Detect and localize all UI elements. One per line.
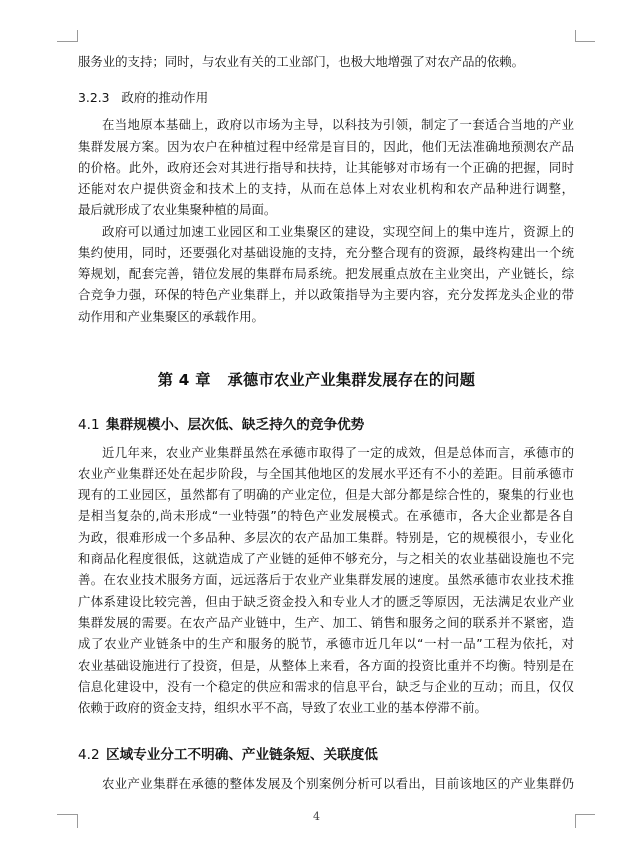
chapter-label: 第 4 章 xyxy=(157,371,211,389)
paragraph-line: 集约使用，同时，还要强化对基础设施的支持，充分整合现有的资源，最终构建出一个统 xyxy=(78,245,574,260)
page-number: 4 xyxy=(313,810,320,823)
paragraph-line: 合竞争力强，环保的特色产业集群上，并以政策指导为主要内容，充分发挥龙头企业的带 xyxy=(78,287,574,302)
paragraph-line: 集群发展方案。因为农户在种植过程中经常是盲目的，因此，他们无法准确地预测农产品 xyxy=(78,139,574,154)
crop-mark-top-left-h xyxy=(57,41,77,42)
section-number: 4.1 xyxy=(78,417,100,433)
chapter-title: 承德市农业产业集群发展存在的问题 xyxy=(227,371,476,389)
section-heading-4-2 xyxy=(78,746,378,764)
crop-mark-top-right-h xyxy=(575,41,595,42)
paragraph-line: 善。在农业技术服务方面，远远落后于农业产业集群发展的速度。虽然承德市农业技术推 xyxy=(78,572,574,587)
subsection-title: 政府的推动作用 xyxy=(121,90,209,105)
crop-mark-top-right-v xyxy=(575,30,576,42)
paragraph-line: 为政，很难形成一个多品种、多层次的农产品加工集群。特别是，它的规模很小，专业化 xyxy=(78,530,574,545)
paragraph-line: 筹规划，配套完善，错位发展的集群布局系统。把发展重点放在主业突出，产业链长，综 xyxy=(78,266,574,281)
paragraph-line: 还能对农户提供资金和技术上的支持，从而在总体上对农业机构和农产品种进行调整， xyxy=(78,181,574,196)
paragraph-line: 是相当复杂的,尚未形成“一业特强”的特色产业发展模式。在承德市，各大企业都是各自 xyxy=(78,508,574,523)
paragraph-line: 依赖于政府的资金支持，组织水平不高，导致了农业工业的基本停滞不前。 xyxy=(78,700,487,715)
section-title: 集群规模小、层次低、缺乏持久的竞争优势 xyxy=(106,417,365,433)
paragraph-line: 和商品化程度很低，这就造成了产业链的延伸不够充分，与之相关的农业基础设施也不完 xyxy=(78,551,574,566)
paragraph-line: 近几年来，农业产业集群虽然在承德市取得了一定的成效，但是总体而言，承德市的 xyxy=(102,445,574,460)
subsection-number: 3.2.3 xyxy=(78,90,110,105)
paragraph-line: 现有的工业园区，虽然都有了明确的产业定位，但是大部分都是综合性的，聚集的行业也 xyxy=(78,487,574,502)
paragraph-line: 在当地原本基础上，政府以市场为主导，以科技为引领，制定了一套适合当地的产业 xyxy=(102,117,574,132)
paragraph-line: 广体系建设比较完善，但由于缺乏资金投入和专业人才的匮乏等原因，无法满足农业产业 xyxy=(78,594,574,609)
paragraph-line: 政府可以通过加速工业园区和工业集聚区的建设，实现空间上的集中连片，资源上的 xyxy=(102,224,574,239)
subsection-heading-3-2-3 xyxy=(78,90,208,106)
section-number: 4.2 xyxy=(78,747,100,763)
paragraph-line: 动作用和产业集聚区的承载作用。 xyxy=(78,309,264,324)
paragraph-line: 集群发展的需要。在农产品产业链中，生产、加工、销售和服务之间的联系并不紧密，造 xyxy=(78,615,574,630)
paragraph-line: 信息化建设中，没有一个稳定的供应和需求的信息平台，缺乏与企业的互动；而且，仅仅 xyxy=(78,679,574,694)
paragraph-line: 农业基础设施进行了投资，但是，从整体上来看，各方面的投资比重并不均衡。特别是在 xyxy=(78,658,574,673)
chapter-heading xyxy=(0,370,633,390)
paragraph-line: 农业产业集群在承德的整体发展及个别案例分析可以看出，目前该地区的产业集群仍 xyxy=(102,776,574,791)
crop-mark-top-left-v xyxy=(77,30,78,42)
section-title: 区域专业分工不明确、产业链条短、关联度低 xyxy=(106,747,378,763)
paragraph-line: 的价格。此外，政府还会对其进行指导和扶持，让其能够对市场有一个正确的把握，同时 xyxy=(78,160,574,175)
paragraph-line: 成了农业产业链条中的生产和服务的脱节，承德市近几年以“一村一品”工程为依托，对 xyxy=(78,636,574,651)
section-heading-4-1 xyxy=(78,416,364,434)
paragraph-line: 农业产业集群还处在起步阶段，与全国其他地区的发展水平还有不小的差距。目前承德市 xyxy=(78,466,574,481)
continuation-line: 服务业的支持；同时，与农业有关的工业部门，也极大地增强了对农产品的依赖。 xyxy=(78,54,525,69)
paragraph-line: 最后就形成了农业集聚种植的局面。 xyxy=(78,202,277,217)
